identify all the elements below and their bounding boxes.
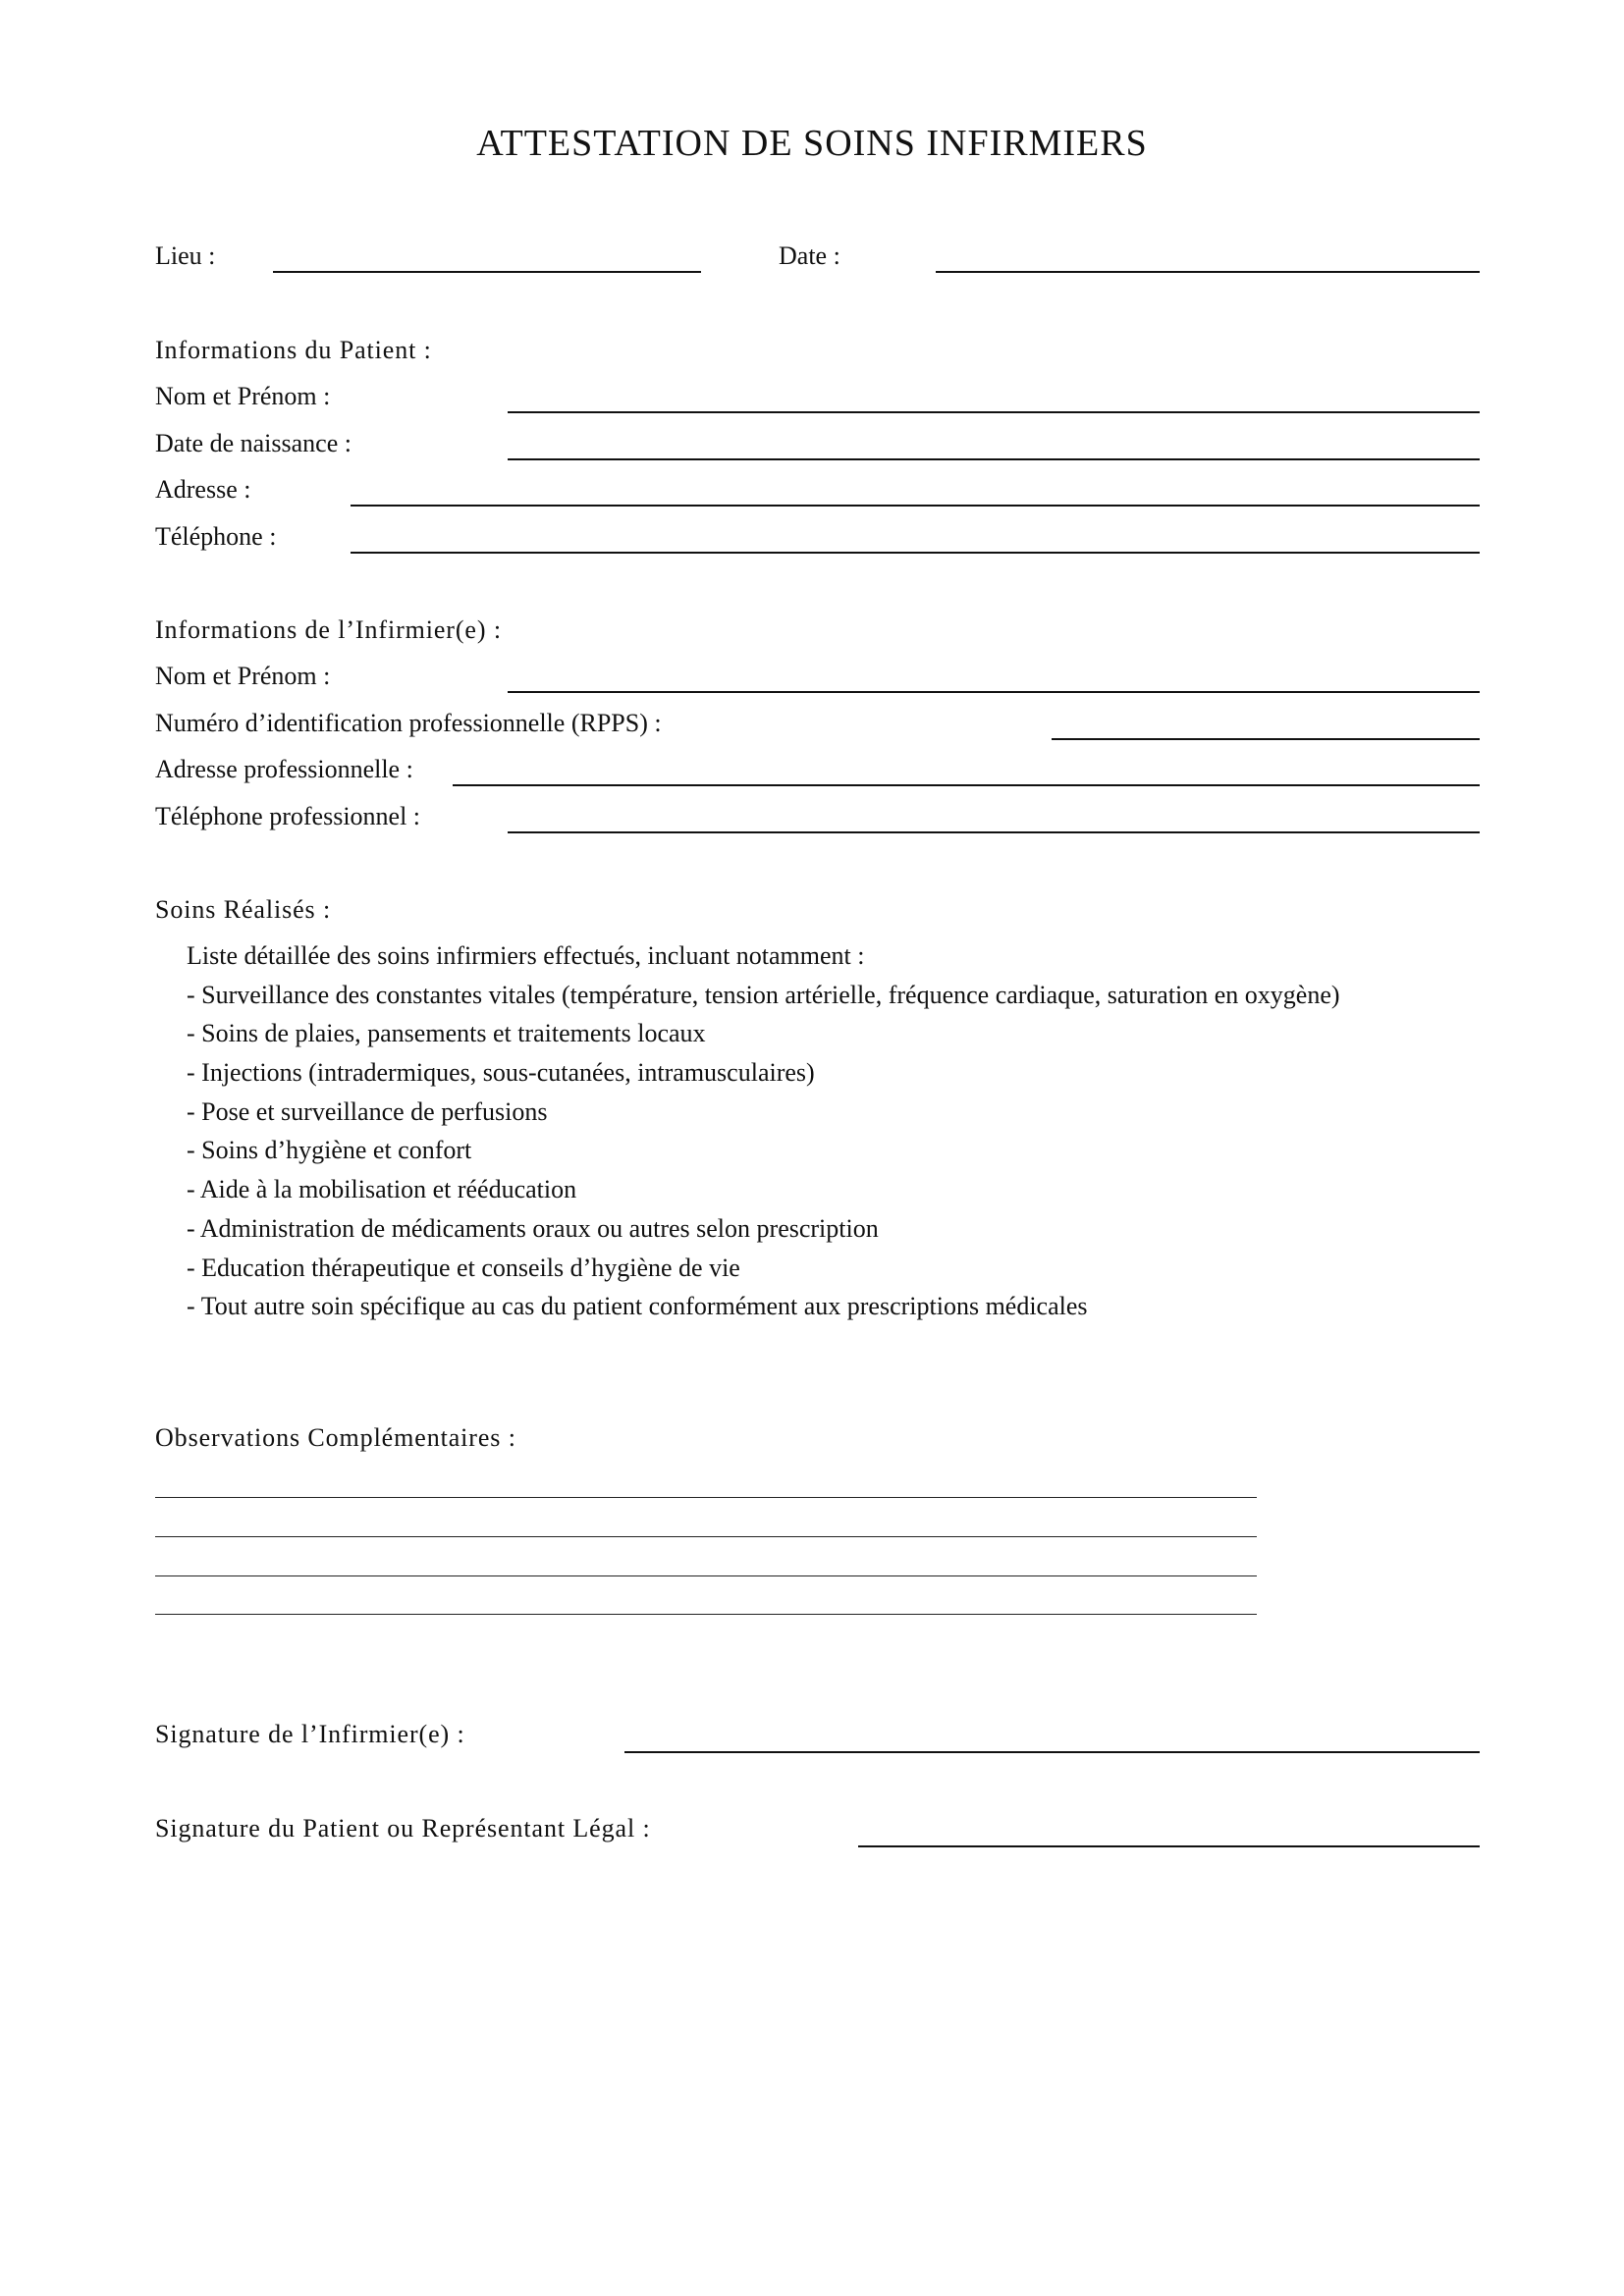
nurse-phone-field[interactable] — [508, 831, 1480, 833]
care-section-heading: Soins Réalisés : — [155, 895, 332, 924]
nurse-name-label: Nom et Prénom : — [155, 662, 331, 690]
care-list-item: - Aide à la mobilisation et rééducation — [187, 1175, 577, 1203]
care-list-item: - Surveillance des constantes vitales (température, tension artérielle, fréquence cardiaque, saturation en oxygène) — [187, 981, 1340, 1009]
patient-name-label: Nom et Prénom : — [155, 382, 331, 410]
patient-birthdate-field[interactable] — [508, 458, 1480, 460]
patient-birthdate-label: Date de naissance : — [155, 429, 352, 457]
nurse-section-heading: Informations de l’Infirmier(e) : — [155, 615, 502, 644]
observations-line-3[interactable] — [155, 1575, 1257, 1576]
observations-heading: Observations Complémentaires : — [155, 1423, 516, 1452]
care-list-item: - Soins d’hygiène et confort — [187, 1136, 472, 1164]
patient-signature-label: Signature du Patient ou Représentant Légal : — [155, 1814, 651, 1842]
care-list-item: - Education thérapeutique et conseils d’hygiène de vie — [187, 1254, 740, 1282]
patient-address-field[interactable] — [351, 505, 1480, 507]
observations-line-2[interactable] — [155, 1536, 1257, 1537]
nurse-rpps-field[interactable] — [1052, 738, 1480, 740]
patient-name-field[interactable] — [508, 411, 1480, 413]
place-field[interactable] — [273, 271, 701, 273]
nurse-signature-label: Signature de l’Infirmier(e) : — [155, 1720, 465, 1748]
patient-signature-field[interactable] — [858, 1845, 1480, 1847]
care-intro: Liste détaillée des soins infirmiers effectués, incluant notamment : — [187, 941, 865, 970]
date-field[interactable] — [936, 271, 1480, 273]
nurse-address-label: Adresse professionnelle : — [155, 755, 413, 783]
nurse-name-field[interactable] — [508, 691, 1480, 693]
observations-line-1[interactable] — [155, 1497, 1257, 1498]
place-label: Lieu : — [155, 241, 216, 270]
patient-address-label: Adresse : — [155, 475, 251, 504]
care-list-item: - Injections (intradermiques, sous-cutanées, intramusculaires) — [187, 1058, 815, 1087]
care-list-item: - Soins de plaies, pansements et traitements locaux — [187, 1019, 706, 1047]
patient-phone-field[interactable] — [351, 552, 1480, 554]
patient-phone-label: Téléphone : — [155, 522, 277, 551]
patient-section-heading: Informations du Patient : — [155, 336, 432, 364]
document-title: ATTESTATION DE SOINS INFIRMIERS — [476, 123, 1148, 164]
nurse-address-field[interactable] — [453, 784, 1480, 786]
nurse-phone-label: Téléphone professionnel : — [155, 802, 421, 830]
care-list-item: - Tout autre soin spécifique au cas du patient conformément aux prescriptions médicales — [187, 1292, 1088, 1320]
care-list-item: - Pose et surveillance de perfusions — [187, 1097, 548, 1126]
observations-line-4[interactable] — [155, 1614, 1257, 1615]
nurse-rpps-label: Numéro d’identification professionnelle (RPPS) : — [155, 709, 662, 737]
date-label: Date : — [779, 241, 840, 270]
care-list-item: - Administration de médicaments oraux ou autres selon prescription — [187, 1214, 879, 1243]
nurse-signature-field[interactable] — [624, 1751, 1480, 1753]
